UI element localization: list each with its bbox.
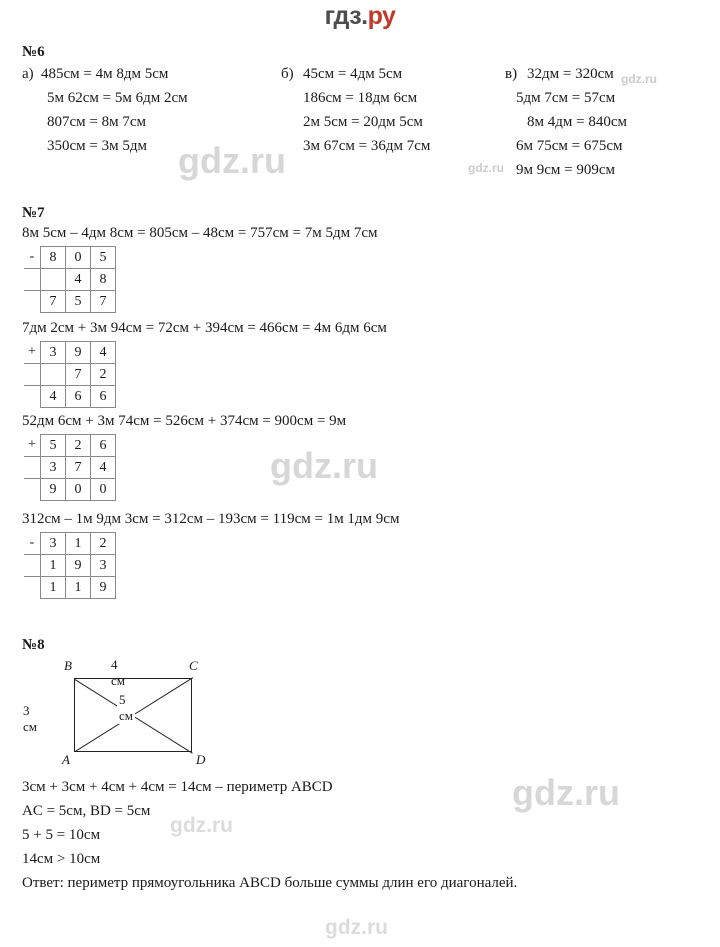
task-7-item-3-expression: 52дм 6см + 3м 74см = 526см + 374см = 900см = 9м xyxy=(22,413,347,429)
cell: 4 xyxy=(91,457,116,479)
vertex-label-b: B xyxy=(64,658,72,673)
vertex-label-c: C xyxy=(189,658,198,673)
task-7-item-1-expression: 8м 5см – 4дм 8см = 805см – 48см = 757см = 7м 5дм 7см xyxy=(22,225,378,241)
task-6-col-a-line-4: 350см = 3м 5дм xyxy=(47,138,147,154)
table-row xyxy=(24,457,116,479)
watermark-7: gdz.ru xyxy=(325,916,388,939)
task-6-col-a-line-3: 807см = 8м 7см xyxy=(47,114,147,130)
spacer xyxy=(24,479,41,501)
table-row xyxy=(24,386,116,408)
cell xyxy=(41,269,66,291)
task-6-col-c-line-2: 5дм 7см = 57см xyxy=(516,90,616,106)
watermark-6: gdz.ru xyxy=(170,814,233,837)
dimension-diagonal: 5 см xyxy=(119,692,133,723)
table-row xyxy=(24,479,116,501)
vertex-label-a: A xyxy=(62,752,70,767)
task-8-line-2: AC = 5см, BD = 5см xyxy=(22,803,151,819)
cell: 5 xyxy=(66,291,91,313)
cell: 4 xyxy=(91,342,116,364)
watermark-2: gdz.ru xyxy=(621,72,657,86)
table-row xyxy=(24,555,116,577)
watermark-3: gdz.ru xyxy=(468,161,504,175)
vertex-label-d: D xyxy=(196,752,206,767)
task-7-number: №7 xyxy=(22,205,45,221)
watermark-1: gdz.ru xyxy=(178,140,286,181)
cell: 1 xyxy=(66,533,91,555)
cell: 1 xyxy=(66,577,91,599)
table-row xyxy=(24,269,116,291)
cell: 9 xyxy=(41,479,66,501)
logo-text-dot: . xyxy=(361,2,368,30)
cell: 0 xyxy=(66,479,91,501)
task-6-col-a-line-2: 5м 62см = 5м 6дм 2см xyxy=(47,90,188,106)
logo-text-main: гдз xyxy=(324,2,362,30)
spacer xyxy=(24,364,41,386)
spacer xyxy=(24,555,41,577)
cell: 9 xyxy=(66,342,91,364)
cell: 6 xyxy=(66,386,91,408)
task-6-col-c-line-5: 9м 9см = 909см xyxy=(516,162,616,178)
cell: 9 xyxy=(66,555,91,577)
task-6-col-b-line-2: 186см = 18дм 6см xyxy=(303,90,418,106)
watermark-4: gdz.ru xyxy=(270,445,378,486)
task-7-item-4-column-grid xyxy=(24,532,116,599)
task-6-col-b-label: б) xyxy=(281,66,294,82)
cell: 7 xyxy=(66,364,91,386)
task-8-answer-line: Ответ: периметр прямоугольника ABCD больше суммы длин его диагоналей. xyxy=(22,875,518,891)
cell: 2 xyxy=(91,364,116,386)
cell xyxy=(41,364,66,386)
task-6-col-b-line-1: 45см = 4дм 5см xyxy=(303,66,403,82)
task-7-item-4-sign: - xyxy=(24,533,41,555)
table-row xyxy=(24,577,116,599)
dimension-left-side: 3 см xyxy=(23,703,37,734)
cell: 7 xyxy=(66,457,91,479)
table-row xyxy=(24,291,116,313)
cell: 1 xyxy=(41,577,66,599)
table-row xyxy=(24,342,116,364)
task-6-number: №6 xyxy=(22,44,45,60)
spacer xyxy=(24,386,41,408)
cell: 3 xyxy=(91,555,116,577)
cell: 8 xyxy=(41,247,66,269)
cell: 7 xyxy=(91,291,116,313)
task-6-col-b-line-3: 2м 5см = 20дм 5см xyxy=(303,114,423,130)
cell: 6 xyxy=(91,386,116,408)
task-7-item-3-column-grid xyxy=(24,434,116,501)
cell: 5 xyxy=(91,247,116,269)
spacer xyxy=(24,457,41,479)
task-6-col-a-line-1: 485см = 4м 8дм 5см xyxy=(41,66,169,82)
dimension-top-side: 4 см xyxy=(111,657,125,688)
task-6-col-c-label: в) xyxy=(505,66,518,82)
task-8-line-3: 5 + 5 = 10см xyxy=(22,827,101,843)
cell: 0 xyxy=(91,479,116,501)
watermark-5: gdz.ru xyxy=(512,772,620,813)
cell: 1 xyxy=(41,555,66,577)
task-7-item-2-sign: + xyxy=(24,342,41,364)
task-7-item-1-sign: - xyxy=(24,247,41,269)
logo-text-ru: ру xyxy=(367,2,396,30)
cell: 2 xyxy=(91,533,116,555)
task-8-line-1: 3см + 3см + 4см + 4см = 14см – периметр ABCD xyxy=(22,779,333,795)
task-7-item-3-sign: + xyxy=(24,435,41,457)
cell: 3 xyxy=(41,457,66,479)
cell: 9 xyxy=(91,577,116,599)
cell: 3 xyxy=(41,533,66,555)
cell: 4 xyxy=(41,386,66,408)
cell: 2 xyxy=(66,435,91,457)
task-7-item-4-expression: 312см – 1м 9дм 3см = 312см – 193см = 119см = 1м 1дм 9см xyxy=(22,511,400,527)
task-7-item-1-column-grid xyxy=(24,246,116,313)
spacer xyxy=(24,269,41,291)
table-row xyxy=(24,364,116,386)
cell: 0 xyxy=(66,247,91,269)
task-6-col-a-line-0: а) xyxy=(22,66,34,82)
cell: 6 xyxy=(91,435,116,457)
task-6-col-c-line-4: 6м 75см = 675см xyxy=(516,138,623,154)
table-row xyxy=(24,247,116,269)
cell: 3 xyxy=(41,342,66,364)
task-6-col-b-line-4: 3м 67см = 36дм 7см xyxy=(303,138,431,154)
task-7-item-2-column-grid xyxy=(24,341,116,408)
cell: 4 xyxy=(66,269,91,291)
task-6-col-c-line-3: 8м 4дм = 840см xyxy=(527,114,627,130)
task-7-item-2-expression: 7дм 2см + 3м 94см = 72см + 394см = 466см = 4м 6дм 6см xyxy=(22,320,387,336)
cell: 5 xyxy=(41,435,66,457)
task-6-col-c-line-1: 32дм = 320см xyxy=(527,66,614,82)
task-8-line-4: 14см > 10см xyxy=(22,851,101,867)
cell: 8 xyxy=(91,269,116,291)
task-8-number: №8 xyxy=(22,637,45,653)
table-row xyxy=(24,533,116,555)
spacer xyxy=(24,291,41,313)
table-row xyxy=(24,435,116,457)
cell: 7 xyxy=(41,291,66,313)
spacer xyxy=(24,577,41,599)
